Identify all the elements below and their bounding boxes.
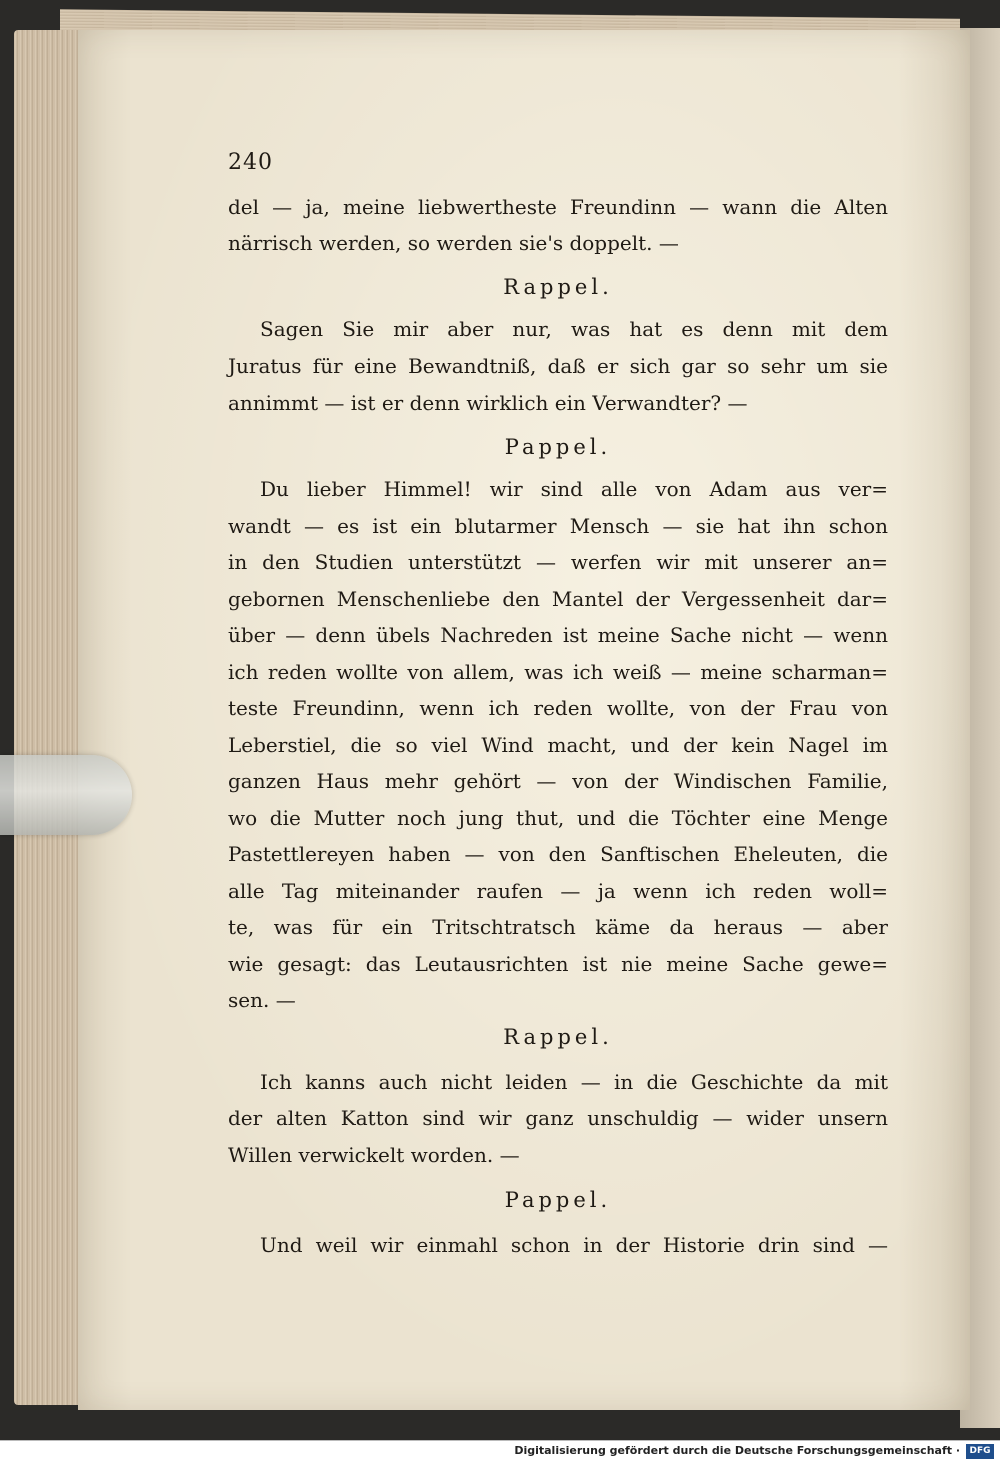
text-line: teste Freundinn, wenn ich reden wollte, von der Frau von: [228, 696, 888, 720]
text-line: ich reden wollte von allem, was ich weiß — meine scharman=: [228, 660, 888, 684]
text-line: Juratus für eine Bewandtniß, daß er sich gar so sehr um sie: [228, 354, 888, 378]
speaker-name: Pappel.: [504, 435, 612, 459]
text-line: sen. —: [228, 988, 296, 1012]
text-line: te, was für ein Tritschtratsch käme da heraus — aber: [228, 915, 888, 939]
text-line: Sagen Sie mir aber nur, was hat es denn mit dem: [260, 317, 888, 341]
text-line: in den Studien unterstützt — werfen wir mit unserer an=: [228, 550, 888, 574]
speaker-name: Rappel.: [503, 275, 613, 299]
page-edges-left: [14, 30, 84, 1405]
text-line: del — ja, meine liebwertheste Freundinn — wann die Alten: [228, 195, 888, 219]
text-line: Pastettlereyen haben — von den Sanftischen Eheleuten, die: [228, 842, 888, 866]
text-line: alle Tag miteinander raufen — ja wenn ich reden woll=: [228, 879, 888, 903]
text-line: närrisch werden, so werden sie's doppelt. —: [228, 231, 679, 255]
text-line: Und weil wir einmahl schon in der Historie drin sind —: [260, 1233, 888, 1257]
text-line: wie gesagt: das Leutausrichten ist nie meine Sache gewe=: [228, 952, 888, 976]
dfg-logo[interactable]: DFG: [966, 1444, 994, 1459]
text-line: wandt — es ist ein blutarmer Mensch — sie hat ihn schon: [228, 514, 888, 538]
speaker-name: Rappel.: [503, 1025, 613, 1049]
text-line: gebornen Menschenliebe den Mantel der Vergessenheit dar=: [228, 587, 888, 611]
text-line: Ich kanns auch nicht leiden — in die Geschichte da mit: [260, 1070, 888, 1094]
text-line: wo die Mutter noch jung thut, und die Töchter eine Menge: [228, 806, 888, 830]
page-number: 240: [228, 150, 273, 175]
text-line: Willen verwickelt worden. —: [228, 1143, 520, 1167]
funding-note: Digitalisierung gefördert durch die Deutsche Forschungsgemeinschaft ·: [514, 1444, 960, 1457]
text-line: Du lieber Himmel! wir sind alle von Adam aus ver=: [260, 477, 888, 501]
text-line: über — denn übels Nachreden ist meine Sache nicht — wenn: [228, 623, 888, 647]
text-line: annimmt — ist er denn wirklich ein Verwandter? —: [228, 391, 748, 415]
bookmark-clip: [0, 755, 132, 835]
footer-bar: [0, 1440, 1000, 1463]
speaker-name: Pappel.: [504, 1188, 612, 1212]
text-line: Leberstiel, die so viel Wind macht, und der kein Nagel im: [228, 733, 888, 757]
text-line: ganzen Haus mehr gehört — von der Windischen Familie,: [228, 769, 888, 793]
text-line: der alten Katton sind wir ganz unschuldig — wider unsern: [228, 1106, 888, 1130]
